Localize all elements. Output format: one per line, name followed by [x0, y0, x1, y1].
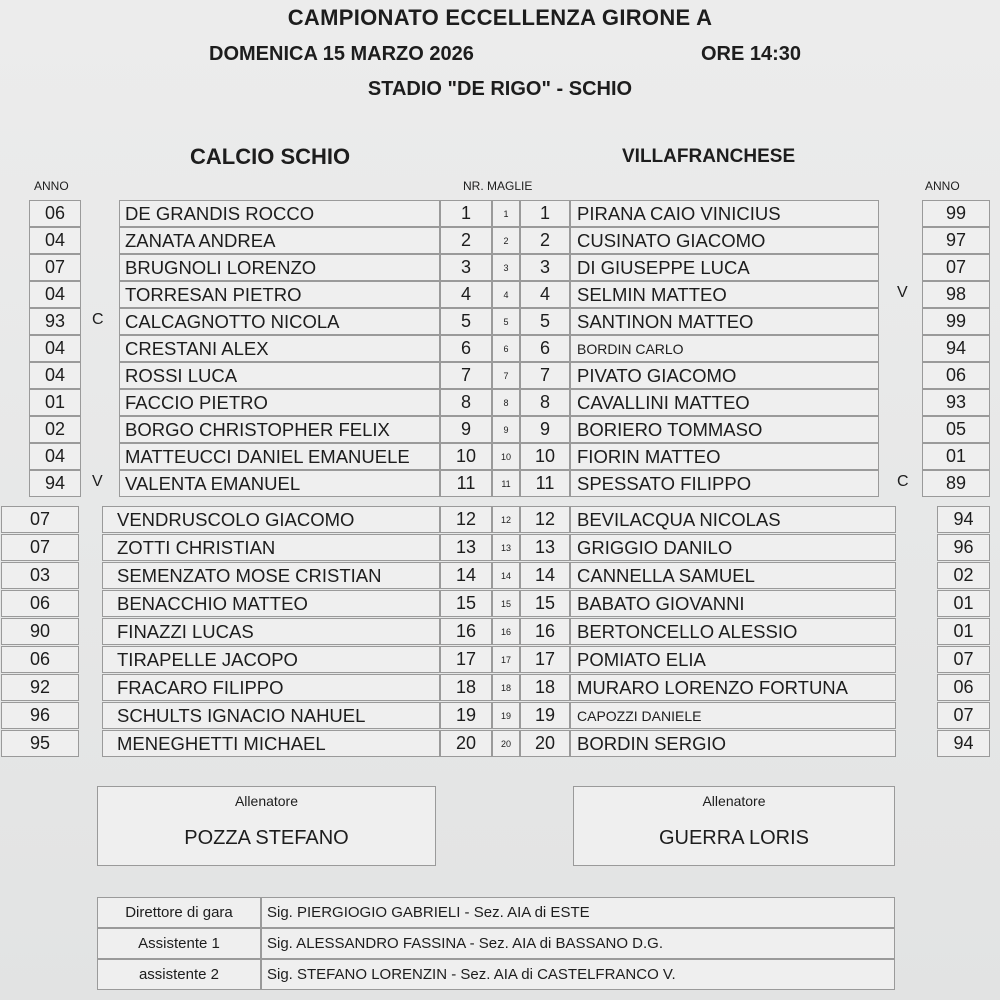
away-player-name: PIRANA CAIO VINICIUS	[570, 200, 879, 227]
home-shirt-number: 16	[440, 618, 492, 645]
home-player-year: 04	[29, 227, 81, 254]
away-team-name: VILLAFRANCHESE	[622, 146, 796, 167]
away-shirt-number: 18	[520, 674, 570, 701]
official-row	[97, 928, 895, 959]
home-player-name: ROSSI LUCA	[119, 362, 440, 389]
away-shirt-number: 10	[520, 443, 570, 470]
home-player-year: 07	[29, 254, 81, 281]
away-player-year: 89	[922, 470, 990, 497]
home-player-year: 06	[1, 646, 79, 673]
home-player-name: ZANATA ANDREA	[119, 227, 440, 254]
bench-row	[0, 618, 1000, 645]
captain-mark: C	[897, 473, 909, 490]
shirt-index: 11	[492, 470, 520, 497]
home-player-name: BRUGNOLI LORENZO	[119, 254, 440, 281]
home-shirt-number: 9	[440, 416, 492, 443]
home-player-name: TORRESAN PIETRO	[119, 281, 440, 308]
starter-row	[0, 443, 1000, 470]
home-player-name: SCHULTS IGNACIO NAHUEL	[102, 702, 440, 729]
starter-row	[0, 200, 1000, 227]
home-player-year: 04	[29, 443, 81, 470]
home-player-year: 03	[1, 562, 79, 589]
away-player-year: 98	[922, 281, 990, 308]
bench-row	[0, 562, 1000, 589]
home-shirt-number: 10	[440, 443, 492, 470]
starter-row	[0, 362, 1000, 389]
starter-row	[0, 308, 1000, 335]
home-player-name: MENEGHETTI MICHAEL	[102, 730, 440, 757]
home-shirt-number: 18	[440, 674, 492, 701]
bench-row	[0, 674, 1000, 701]
away-player-name: BERTONCELLO ALESSIO	[570, 618, 896, 645]
home-player-name: CALCAGNOTTO NICOLA	[119, 308, 440, 335]
away-player-year: 07	[937, 702, 990, 729]
away-player-year: 07	[937, 646, 990, 673]
shirt-index: 6	[492, 335, 520, 362]
captain-mark: C	[92, 311, 104, 328]
away-player-name: SPESSATO FILIPPO	[570, 470, 879, 497]
shirt-index: 15	[492, 590, 520, 617]
shirt-index: 3	[492, 254, 520, 281]
starter-row	[0, 470, 1000, 497]
away-year-header: ANNO	[925, 179, 960, 193]
home-player-name: FINAZZI LUCAS	[102, 618, 440, 645]
home-player-year: 06	[1, 590, 79, 617]
away-player-year: 94	[937, 506, 990, 533]
shirt-index: 4	[492, 281, 520, 308]
away-shirt-number: 13	[520, 534, 570, 561]
home-player-name: DE GRANDIS ROCCO	[119, 200, 440, 227]
away-player-name: CAPOZZI DANIELE	[570, 702, 896, 729]
away-shirt-number: 6	[520, 335, 570, 362]
away-player-name: BORDIN CARLO	[570, 335, 879, 362]
away-player-name: CAVALLINI MATTEO	[570, 389, 879, 416]
home-player-year: 92	[1, 674, 79, 701]
away-coach-name: GUERRA LORIS	[658, 827, 810, 849]
home-player-name: FACCIO PIETRO	[119, 389, 440, 416]
starter-row	[0, 335, 1000, 362]
home-shirt-number: 20	[440, 730, 492, 757]
away-player-name: SELMIN MATTEO	[570, 281, 879, 308]
official-row	[97, 897, 895, 928]
away-shirt-number: 11	[520, 470, 570, 497]
bench-row	[0, 506, 1000, 533]
official-role: Direttore di gara	[97, 897, 261, 928]
home-player-name: BENACCHIO MATTEO	[102, 590, 440, 617]
home-coach-label: Allenatore	[234, 793, 299, 809]
away-shirt-number: 2	[520, 227, 570, 254]
official-row	[97, 959, 895, 990]
vice-captain-mark: V	[897, 284, 908, 301]
away-coach-box	[573, 786, 895, 866]
home-player-year: 04	[29, 362, 81, 389]
match-venue: STADIO "DE RIGO" - SCHIO	[367, 78, 633, 100]
home-shirt-number: 17	[440, 646, 492, 673]
home-shirt-number: 12	[440, 506, 492, 533]
shirt-index: 16	[492, 618, 520, 645]
home-player-name: TIRAPELLE JACOPO	[102, 646, 440, 673]
away-player-name: BORIERO TOMMASO	[570, 416, 879, 443]
starter-row	[0, 254, 1000, 281]
home-coach-name: POZZA STEFANO	[184, 827, 349, 849]
away-player-year: 99	[922, 308, 990, 335]
away-player-name: MURARO LORENZO FORTUNA	[570, 674, 896, 701]
starter-row	[0, 227, 1000, 254]
away-shirt-number: 12	[520, 506, 570, 533]
away-player-year: 99	[922, 200, 990, 227]
away-shirt-number: 19	[520, 702, 570, 729]
away-player-year: 06	[937, 674, 990, 701]
away-player-year: 94	[937, 730, 990, 757]
home-player-year: 04	[29, 281, 81, 308]
shirt-index: 17	[492, 646, 520, 673]
away-player-year: 07	[922, 254, 990, 281]
shirt-index: 1	[492, 200, 520, 227]
starter-row	[0, 281, 1000, 308]
away-player-name: GRIGGIO DANILO	[570, 534, 896, 561]
away-shirt-number: 5	[520, 308, 570, 335]
home-player-year: 95	[1, 730, 79, 757]
away-shirt-number: 1	[520, 200, 570, 227]
official-name: Sig. STEFANO LORENZIN - Sez. AIA di CASTELFRANCO V.	[261, 959, 895, 990]
away-player-year: 02	[937, 562, 990, 589]
home-year-header: ANNO	[34, 179, 69, 193]
away-player-name: SANTINON MATTEO	[570, 308, 879, 335]
home-player-year: 02	[29, 416, 81, 443]
away-shirt-number: 16	[520, 618, 570, 645]
shirt-index: 10	[492, 443, 520, 470]
official-name: Sig. PIERGIOGIO GABRIELI - Sez. AIA di ESTE	[261, 897, 895, 928]
away-player-year: 94	[922, 335, 990, 362]
home-player-year: 90	[1, 618, 79, 645]
away-shirt-number: 15	[520, 590, 570, 617]
away-player-year: 06	[922, 362, 990, 389]
shirt-index: 8	[492, 389, 520, 416]
match-date: DOMENICA 15 MARZO 2026	[209, 43, 474, 65]
home-player-year: 04	[29, 335, 81, 362]
home-shirt-number: 2	[440, 227, 492, 254]
shirt-index: 9	[492, 416, 520, 443]
away-player-name: PIVATO GIACOMO	[570, 362, 879, 389]
away-coach-label: Allenatore	[702, 793, 766, 809]
away-shirt-number: 3	[520, 254, 570, 281]
shirt-index: 2	[492, 227, 520, 254]
starter-row	[0, 389, 1000, 416]
home-player-name: ZOTTI CHRISTIAN	[102, 534, 440, 561]
bench-row	[0, 646, 1000, 673]
shirt-index: 5	[492, 308, 520, 335]
match-time: ORE 14:30	[701, 43, 802, 65]
away-player-name: CANNELLA SAMUEL	[570, 562, 896, 589]
away-player-year: 93	[922, 389, 990, 416]
home-shirt-number: 5	[440, 308, 492, 335]
home-player-name: VENDRUSCOLO GIACOMO	[102, 506, 440, 533]
home-player-name: FRACARO FILIPPO	[102, 674, 440, 701]
away-shirt-number: 17	[520, 646, 570, 673]
home-team-name: CALCIO SCHIO	[190, 144, 351, 169]
away-shirt-number: 8	[520, 389, 570, 416]
championship-title: CAMPIONATO ECCELLENZA GIRONE A	[287, 5, 713, 30]
away-player-year: 01	[922, 443, 990, 470]
away-player-year: 01	[937, 618, 990, 645]
away-shirt-number: 9	[520, 416, 570, 443]
away-player-name: POMIATO ELIA	[570, 646, 896, 673]
away-player-year: 97	[922, 227, 990, 254]
shirt-index: 12	[492, 506, 520, 533]
shirt-index: 14	[492, 562, 520, 589]
home-player-year: 93	[29, 308, 81, 335]
home-shirt-number: 1	[440, 200, 492, 227]
shirt-index: 7	[492, 362, 520, 389]
home-player-name: MATTEUCCI DANIEL EMANUELE	[119, 443, 440, 470]
home-player-name: SEMENZATO MOSE CRISTIAN	[102, 562, 440, 589]
official-role: Assistente 1	[97, 928, 261, 959]
away-player-name: CUSINATO GIACOMO	[570, 227, 879, 254]
home-shirt-number: 6	[440, 335, 492, 362]
bench-row	[0, 590, 1000, 617]
home-player-year: 01	[29, 389, 81, 416]
home-player-year: 94	[29, 470, 81, 497]
home-shirt-number: 7	[440, 362, 492, 389]
away-shirt-number: 7	[520, 362, 570, 389]
vice-captain-mark: V	[92, 473, 103, 490]
shirt-index: 18	[492, 674, 520, 701]
shirt-index: 20	[492, 730, 520, 757]
home-player-name: VALENTA EMANUEL	[119, 470, 440, 497]
bench-row	[0, 534, 1000, 561]
away-player-name: DI GIUSEPPE LUCA	[570, 254, 879, 281]
bench-row	[0, 702, 1000, 729]
bench-row	[0, 730, 1000, 757]
away-player-name: BORDIN SERGIO	[570, 730, 896, 757]
shirt-index: 19	[492, 702, 520, 729]
home-player-name: BORGO CHRISTOPHER FELIX	[119, 416, 440, 443]
away-shirt-number: 14	[520, 562, 570, 589]
home-shirt-number: 19	[440, 702, 492, 729]
home-shirt-number: 11	[440, 470, 492, 497]
official-name: Sig. ALESSANDRO FASSINA - Sez. AIA di BASSANO D.G.	[261, 928, 895, 959]
home-shirt-number: 14	[440, 562, 492, 589]
away-shirt-number: 4	[520, 281, 570, 308]
official-role: assistente 2	[97, 959, 261, 990]
shirt-index: 13	[492, 534, 520, 561]
home-shirt-number: 15	[440, 590, 492, 617]
home-shirt-number: 8	[440, 389, 492, 416]
starter-row	[0, 416, 1000, 443]
home-coach-box	[97, 786, 436, 866]
away-player-name: BEVILACQUA NICOLAS	[570, 506, 896, 533]
home-shirt-number: 3	[440, 254, 492, 281]
home-player-year: 96	[1, 702, 79, 729]
home-player-year: 07	[1, 534, 79, 561]
away-player-name: FIORIN MATTEO	[570, 443, 879, 470]
home-player-year: 06	[29, 200, 81, 227]
home-shirt-number: 13	[440, 534, 492, 561]
away-player-year: 96	[937, 534, 990, 561]
away-player-year: 01	[937, 590, 990, 617]
away-player-year: 05	[922, 416, 990, 443]
shirt-numbers-header: NR. MAGLIE	[463, 179, 533, 193]
home-shirt-number: 4	[440, 281, 492, 308]
away-player-name: BABATO GIOVANNI	[570, 590, 896, 617]
home-player-name: CRESTANI ALEX	[119, 335, 440, 362]
home-player-year: 07	[1, 506, 79, 533]
away-shirt-number: 20	[520, 730, 570, 757]
